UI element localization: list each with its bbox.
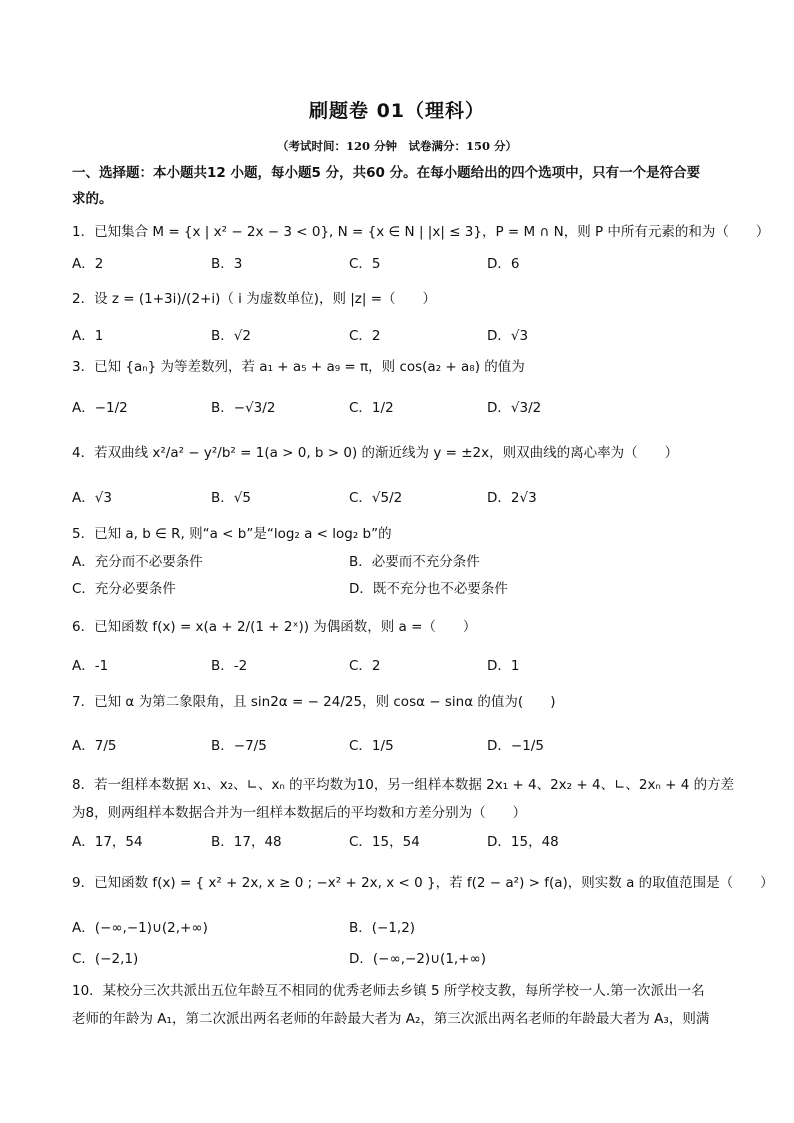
q5-option-a: A．充分而不必要条件 <box>72 554 203 570</box>
q3-option-d: D．√3/2 <box>487 400 542 416</box>
question-6: 6．已知函数 f(x) = x(a + 2/(1 + 2ˣ)) 为偶函数，则 a =（ ） <box>72 619 477 635</box>
page-title: 刷题卷 01（理科） <box>308 100 486 122</box>
q1-option-b: B．3 <box>211 256 243 272</box>
q7-option-c: C．1/5 <box>349 738 394 754</box>
q2-option-c: C．2 <box>349 328 381 344</box>
q6-option-d: D．1 <box>487 658 520 674</box>
q5-option-d: D．既不充分也不必要条件 <box>349 581 508 597</box>
q9-option-d: D．(−∞,−2)∪(1,+∞) <box>349 951 487 967</box>
q1-option-c: C．5 <box>349 256 381 272</box>
question-8-line-1: 8．若一组样本数据 x₁、x₂、∟、xₙ 的平均数为10，另一组样本数据 2x₁ + 4、2x₂ + 4、∟、2xₙ + 4 的方差 <box>72 777 735 793</box>
question-7: 7．已知 α 为第二象限角，且 sin2α = − 24/25，则 cosα − sinα 的值为( ) <box>72 694 556 710</box>
q5-option-c: C．充分必要条件 <box>72 581 176 597</box>
q4-option-a: A．√3 <box>72 490 112 506</box>
q9-option-c: C．(−2,1) <box>72 951 139 967</box>
q1-option-d: D．6 <box>487 256 520 272</box>
q3-option-b: B．−√3/2 <box>211 400 276 416</box>
q8-option-a: A．17，54 <box>72 834 143 850</box>
q8-option-d: D．15，48 <box>487 834 559 850</box>
q4-option-d: D．2√3 <box>487 490 537 506</box>
question-1: 1．已知集合 M = {x | x² − 2x − 3 < 0}, N = {x ∈ N | |x| ≤ 3}，P = M ∩ N，则 P 中所有元素的和为（ ） <box>72 224 770 240</box>
q6-option-b: B．-2 <box>211 658 248 674</box>
q4-option-c: C．√5/2 <box>349 490 403 506</box>
question-9: 9．已知函数 f(x) = { x² + 2x, x ≥ 0 ; −x² + 2x, x < 0 }，若 f(2 − a²) > f(a)，则实数 a 的取值范围是（ ） <box>72 875 774 891</box>
q4-option-b: B．√5 <box>211 490 251 506</box>
q2-option-a: A．1 <box>72 328 104 344</box>
q9-option-b: B．(−1,2) <box>349 920 416 936</box>
section-heading-line-2: 求的。 <box>72 191 113 207</box>
q8-option-b: B．17，48 <box>211 834 282 850</box>
question-10-line-2: 老师的年龄为 A₁，第二次派出两名老师的年龄最大者为 A₂，第三次派出两名老师的年龄最大者为 A₃，则满 <box>72 1011 710 1027</box>
section-heading-line-1: 一、选择题：本小题共12 小题，每小题5 分，共60 分。在每小题给出的四个选项中，只有一个是符合要 <box>72 165 701 181</box>
q7-option-d: D．−1/5 <box>487 738 544 754</box>
q2-option-d: D．√3 <box>487 328 529 344</box>
q7-option-b: B．−7/5 <box>211 738 267 754</box>
question-8-line-2: 为8，则两组样本数据合并为一组样本数据后的平均数和方差分别为（ ） <box>72 805 527 821</box>
exam-info: （考试时间：120 分钟 试卷满分：150 分） <box>276 139 517 153</box>
q5-option-b: B．必要而不充分条件 <box>349 554 480 570</box>
q9-option-a: A．(−∞,−1)∪(2,+∞) <box>72 920 208 936</box>
q1-option-a: A．2 <box>72 256 104 272</box>
q3-option-c: C．1/2 <box>349 400 394 416</box>
q3-option-a: A．−1/2 <box>72 400 128 416</box>
question-4: 4．若双曲线 x²/a² − y²/b² = 1(a > 0, b > 0) 的渐近线为 y = ±2x，则双曲线的离心率为（ ） <box>72 445 679 461</box>
q7-option-a: A．7/5 <box>72 738 117 754</box>
question-2: 2．设 z = (1+3i)/(2+i)（ i 为虚数单位)，则 |z| =（ ） <box>72 291 437 307</box>
q6-option-c: C．2 <box>349 658 381 674</box>
q6-option-a: A．-1 <box>72 658 109 674</box>
question-10-line-1: 10．某校分三次共派出五位年龄互不相同的优秀老师去乡镇 5 所学校支教，每所学校一人.第一次派出一名 <box>72 983 705 999</box>
question-3: 3．已知 {aₙ} 为等差数列，若 a₁ + a₅ + a₉ = π，则 cos(a₂ + a₈) 的值为 <box>72 359 525 375</box>
q8-option-c: C．15，54 <box>349 834 420 850</box>
question-5: 5．已知 a, b ∈ R, 则“a < b”是“log₂ a < log₂ b”的 <box>72 526 392 542</box>
q2-option-b: B．√2 <box>211 328 251 344</box>
